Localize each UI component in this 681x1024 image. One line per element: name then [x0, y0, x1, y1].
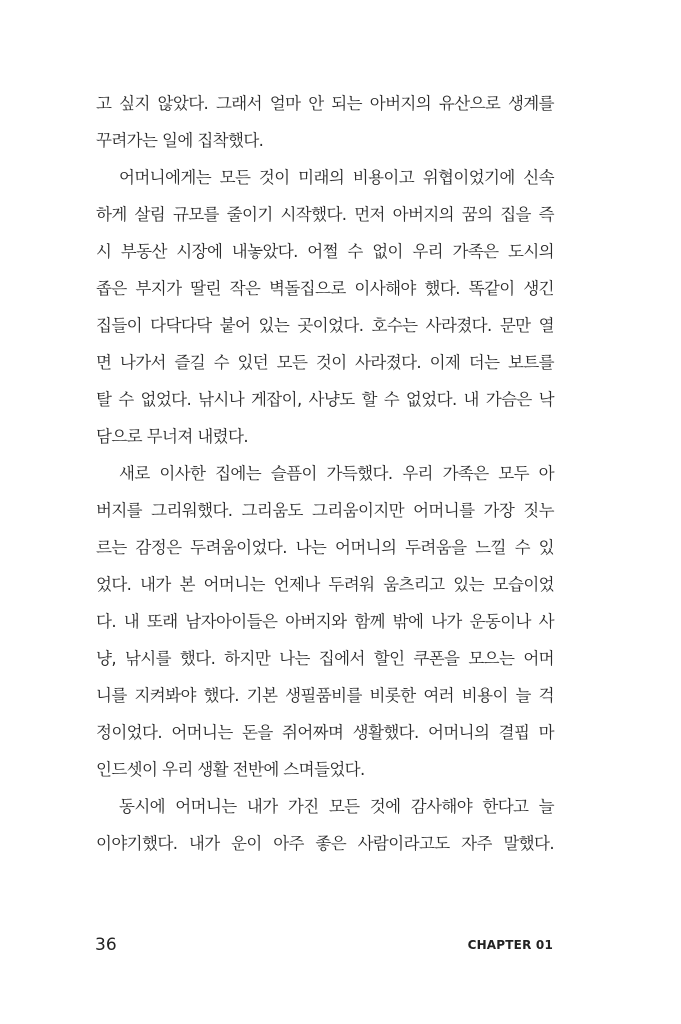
- text-line: 정이었다. 어머니는 돈을 쥐어짜며 생활했다. 어머니의 결핍 마: [96, 723, 554, 742]
- text-line: 인드셋이 우리 생활 전반에 스며들었다.: [96, 760, 365, 779]
- text-line: 버지를 그리워했다. 그리움도 그리움이지만 어머니를 가장 짓누: [96, 501, 554, 520]
- page-body-text: [96, 85, 554, 862]
- chapter-label: CHAPTER 01: [467, 938, 553, 952]
- text-line: 시 부동산 시장에 내놓았다. 어쩔 수 없이 우리 가족은 도시의: [96, 242, 554, 261]
- text-line: 냥, 낚시를 했다. 하지만 나는 집에서 할인 쿠폰을 모으는 어머: [96, 649, 554, 668]
- page-number: 36: [95, 935, 117, 955]
- text-line: 면 나가서 즐길 수 있던 모든 것이 사라졌다. 이제 더는 보트를: [96, 353, 554, 372]
- text-line: 다. 내 또래 남자아이들은 아버지와 함께 밖에 나가 운동이나 사: [96, 612, 554, 631]
- text-line: 꾸려가는 일에 집착했다.: [96, 131, 264, 150]
- text-line: 하게 살림 규모를 줄이기 시작했다. 먼저 아버지의 꿈의 집을 즉: [96, 205, 554, 224]
- text-line: 었다. 내가 본 어머니는 언제나 두려워 움츠리고 있는 모습이었: [96, 575, 554, 594]
- text-line: 집들이 다닥다닥 붙어 있는 곳이었다. 호수는 사라졌다. 문만 열: [96, 316, 554, 335]
- text-line: 담으로 무너져 내렸다.: [96, 427, 248, 446]
- text-line: 동시에 어머니는 내가 가진 모든 것에 감사해야 한다고 늘: [119, 797, 554, 816]
- text-line: 고 싶지 않았다. 그래서 얼마 안 되는 아버지의 유산으로 생계를: [96, 94, 554, 113]
- text-line: 니를 지켜봐야 했다. 기본 생필품비를 비롯한 여러 비용이 늘 걱: [96, 686, 554, 705]
- text-line: 새로 이사한 집에는 슬픔이 가득했다. 우리 가족은 모두 아: [119, 464, 554, 483]
- text-line: 르는 감정은 두려움이었다. 나는 어머니의 두려움을 느낄 수 있: [96, 538, 554, 557]
- page-footer: [95, 935, 553, 955]
- text-line: 좁은 부지가 딸린 작은 벽돌집으로 이사해야 했다. 똑같이 생긴: [96, 279, 554, 298]
- text-line: 탈 수 없었다. 낚시나 게잡이, 사냥도 할 수 없었다. 내 가슴은 낙: [96, 390, 554, 409]
- text-line: 어머니에게는 모든 것이 미래의 비용이고 위협이었기에 신속: [119, 168, 554, 187]
- text-line: 이야기했다. 내가 운이 아주 좋은 사람이라고도 자주 말했다.: [96, 834, 554, 853]
